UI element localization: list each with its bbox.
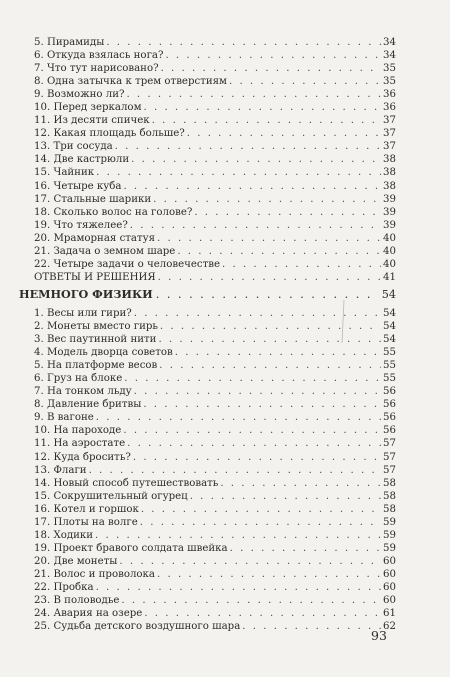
entry-page: 34 (383, 37, 396, 48)
entry-title: 14. Новый способ путешествовать (34, 477, 219, 489)
entry-page: 59 (383, 542, 396, 554)
entry-title: 19. Проект бравого солдата швейка (34, 542, 228, 554)
entry-page: 61 (383, 608, 396, 620)
entry-title: 11. На аэростате (34, 438, 126, 450)
entry-page: 57 (383, 451, 396, 463)
entry-title: 25. Судьба детского воздушного шара (34, 621, 241, 633)
entry-page: 62 (383, 621, 396, 633)
entry-title: 22. Четыре задачи о человечестве (34, 258, 220, 270)
entry-title: 12. Какая площадь больше? (34, 128, 185, 140)
entry-title: 17. Плоты на волге (34, 516, 138, 528)
entry-title: 13. Три сосуда (34, 141, 113, 153)
entry-page: 38 (383, 154, 396, 166)
entry-page: 54 (383, 308, 396, 319)
entry-page: 60 (383, 581, 396, 593)
entry-page: 56 (383, 425, 396, 437)
entry-title: 24. Авария на озере (34, 608, 143, 620)
entry-page: 34 (383, 50, 396, 62)
entry-page: 37 (383, 141, 396, 153)
entry-title: 16. Котел и горшок (34, 503, 139, 515)
entry-title: 2. Монеты вместо гирь (34, 321, 158, 333)
entry-title: 18. Сколько волос на голове? (34, 206, 193, 218)
entry-title: 17. Стальные шарики (34, 193, 152, 205)
entry-title: 8. Давление бритвы (34, 399, 142, 411)
entry-title: 21. Волос и проволока (34, 568, 155, 580)
entry-title: 14. Две кастрюли (34, 154, 130, 166)
entry-page: 39 (383, 206, 396, 218)
entry-page: 41 (383, 272, 396, 283)
entry-page: 36 (383, 102, 396, 114)
entry-page: 59 (383, 516, 396, 528)
entry-page: 60 (383, 555, 396, 567)
entry-title: 5. На платформе весов (34, 360, 158, 372)
section-heading-title: НЕМНОГО ФИЗИКИ (19, 287, 153, 301)
entry-title: 22. Пробка (34, 581, 94, 593)
entry-page: 59 (383, 529, 396, 541)
entry-title: 10. Перед зеркалом (34, 102, 142, 114)
entry-page: 58 (383, 503, 396, 515)
entry-title: 1. Весы или гири? (34, 308, 132, 319)
entry-title: 19. Что тяжелее? (34, 219, 128, 231)
entry-page: 60 (383, 595, 396, 607)
entry-title: 8. Одна затычка к трем отверстиям (34, 76, 227, 88)
entry-title: 11. Из десяти спичек (34, 115, 150, 127)
entry-title: 9. Возможно ли? (34, 89, 125, 101)
entry-page: 38 (383, 180, 396, 192)
entry-page: 54 (383, 321, 396, 333)
entry-page: 56 (383, 386, 396, 398)
entry-title: 3. Вес паутинной нити (34, 334, 157, 346)
entry-title: 12. Куда бросить? (34, 451, 131, 463)
entry-title: 6. Откуда взялась нога? (34, 50, 164, 62)
entry-title: 23. В половодье (34, 595, 120, 607)
entry-title: 16. Четыре куба (34, 180, 122, 192)
entry-page: 40 (383, 245, 396, 257)
entry-title: 7. Что тут нарисовано? (34, 63, 159, 75)
section-heading-page: 54 (381, 288, 396, 301)
entry-page: 40 (383, 232, 396, 244)
entry-page: 56 (383, 412, 396, 424)
page-number: 93 (371, 628, 387, 643)
entry-page: 55 (383, 360, 396, 372)
entry-title: 13. Флаги (34, 464, 87, 476)
entry-page: 37 (383, 115, 396, 127)
entry-title: ОТВЕТЫ И РЕШЕНИЯ (34, 272, 156, 283)
entry-page: 40 (383, 258, 396, 270)
entry-page: 58 (383, 490, 396, 502)
entry-title: 15. Сокрушительный огурец (34, 490, 188, 502)
entry-page: 35 (383, 76, 396, 88)
entry-title: 7. На тонком льду (34, 386, 132, 398)
entry-page: 57 (383, 438, 396, 450)
entry-page: 57 (383, 464, 396, 476)
entry-title: 20. Две монеты (34, 555, 118, 567)
entry-page: 39 (383, 193, 396, 205)
entry-page: 39 (383, 219, 396, 231)
entry-title: 9. В вагоне (34, 412, 94, 424)
entry-page: 56 (383, 399, 396, 411)
entry-page: 54 (383, 334, 396, 346)
entry-title: 5. Пирамиды (34, 37, 105, 48)
entry-page: 35 (383, 63, 396, 75)
entry-page: 55 (383, 373, 396, 385)
entry-title: 10. На пароходе (34, 425, 122, 437)
entry-page: 37 (383, 128, 396, 140)
entry-title: 20. Мраморная статуя (34, 232, 156, 244)
entry-page: 38 (383, 167, 396, 179)
entry-page: 60 (383, 568, 396, 580)
entry-page: 58 (383, 477, 396, 489)
entry-title: 4. Модель дворца советов (34, 347, 173, 359)
entry-page: 36 (383, 89, 396, 101)
entry-title: 15. Чайник (34, 167, 95, 179)
entry-title: 18. Ходики (34, 529, 94, 541)
entry-title: 6. Груз на блоке (34, 373, 123, 385)
entry-title: 21. Задача о земном шаре (34, 245, 176, 257)
entry-page: 55 (383, 347, 396, 359)
